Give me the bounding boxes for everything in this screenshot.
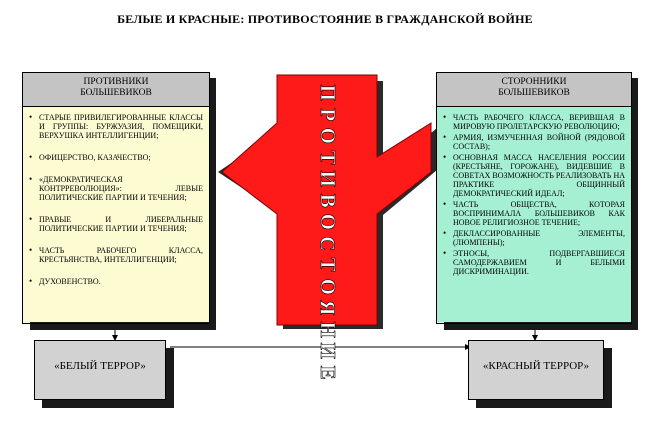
opponents-item: • ПРАВЫЕ И ЛИБЕРАЛЬНЫЕ ПОЛИТИЧЕСКИЕ ПАРТИИ И ТЕЧЕНИЯ; [39, 215, 203, 233]
center-word-letter: И [315, 170, 340, 187]
opponents-header-line2: БОЛЬШЕВИКОВ [80, 88, 152, 98]
opponents-item: • ОФИЦЕРСТВО, КАЗАЧЕСТВО; [39, 153, 203, 162]
supporters-panel [436, 72, 632, 324]
red-terror-box [468, 340, 604, 400]
center-word-letter: Р [315, 107, 340, 121]
supporters-header [437, 73, 631, 107]
center-word-letter: О [315, 278, 340, 295]
supporters-item: • ЭТНОСЫ, ПОДВЕРГАВШИЕСЯ САМОДЕРЖАВИЕМ И БЕЛЫМИ ДИСКРИМИНАЦИИ. [453, 249, 625, 276]
supporters-header-line1: СТОРОННИКИ [501, 77, 567, 87]
opponents-list-body [23, 107, 209, 322]
center-word-letter: П [315, 84, 340, 101]
center-word-letter: Я [315, 300, 340, 316]
supporters-item: • АРМИЯ, ИЗМУЧЕННАЯ ВОЙНОЙ (РЯДОВОЙ СОСТАВ); [453, 133, 625, 151]
opponents-header-line1: ПРОТИВНИКИ [83, 77, 149, 87]
center-word-letter: С [315, 235, 340, 251]
center-word-letter: О [315, 213, 340, 230]
opponents-item: • ЧАСТЬ РАБОЧЕГО КЛАССА, КРЕСТЬЯНСТВА, ИНТЕЛЛИГЕНЦИИ; [39, 246, 203, 264]
red-terror-label: «КРАСНЫЙ ТЕРРОР» [482, 360, 590, 372]
opponents-item: • ДУХОВЕНСТВО. [39, 277, 203, 286]
supporters-item: • ЧАСТЬ РАБОЧЕГО КЛАССА, ВЕРИВШАЯ В МИРОВУЮ ПРОЛЕТАРСКУЮ РЕВОЛЮЦИЮ; [453, 113, 625, 131]
opponents-item: • «ДЕМОКРАТИЧЕСКАЯ КОНТРРЕВОЛЮЦИЯ»: ЛЕВЫЕ ПОЛИТИЧЕСКИЕ ПАРТИИ И ТЕЧЕНИЯ; [39, 175, 203, 202]
supporters-list-body [437, 107, 631, 322]
supporters-header-line2: БОЛЬШЕВИКОВ [498, 88, 570, 98]
center-word-letter: В [315, 193, 340, 208]
opponents-panel [22, 72, 210, 324]
center-word-letter: О [315, 127, 340, 144]
supporters-list [437, 107, 631, 276]
center-word-letter: Т [315, 150, 340, 165]
center-vertical-word [313, 82, 341, 383]
center-word-letter: И [315, 342, 340, 359]
white-terror-box [34, 340, 166, 400]
supporters-item: • ЧАСТЬ ОБЩЕСТВА, КОТОРАЯ ВОСПРИНИМАЛА БОЛЬШЕВИКОВ КАК НОВОЕ РЕЛИГИОЗНОЕ ТЕЧЕНИЕ; [453, 200, 625, 227]
diagram-title: БЕЛЫЕ И КРАСНЫЕ: ПРОТИВОСТОЯНИЕ В ГРАЖДАНСКОЙ ВОЙНЕ [117, 12, 533, 26]
center-word-letter: Е [315, 365, 340, 380]
white-terror-label: «БЕЛЫЙ ТЕРРОР» [54, 360, 146, 372]
center-word-letter: Н [315, 321, 340, 338]
supporters-item: • ДЕКЛАССИРОВАННЫЕ ЭЛЕМЕНТЫ, (ЛЮМПЕНЫ); [453, 229, 625, 247]
center-word-letter: Т [315, 257, 340, 272]
supporters-item: • ОСНОВНАЯ МАССА НАСЕЛЕНИЯ РОССИИ (КРЕСТЬЯНЕ, ГОРОЖАНЕ), ВИДЕВШИЕ В СОВЕТАХ ВОЗМОЖНОСТЬ РЕАЛИЗОВАТЬ НА ПРАКТИКЕ ОБЩИННЫЙ ДЕМОКРАТИЧЕСКИЙ ИДЕАЛ; [453, 153, 625, 198]
opponents-list [23, 107, 209, 286]
opponents-item: • СТАРЫЕ ПРИВИЛЕГИРОВАННЫЕ КЛАССЫ И ГРУППЫ: БУРЖУАЗИЯ, ПОМЕЩИКИ, ВЕРХУШКА ИНТЕЛЛИГЕНЦИИ; [39, 113, 203, 140]
opponents-header [23, 73, 209, 107]
